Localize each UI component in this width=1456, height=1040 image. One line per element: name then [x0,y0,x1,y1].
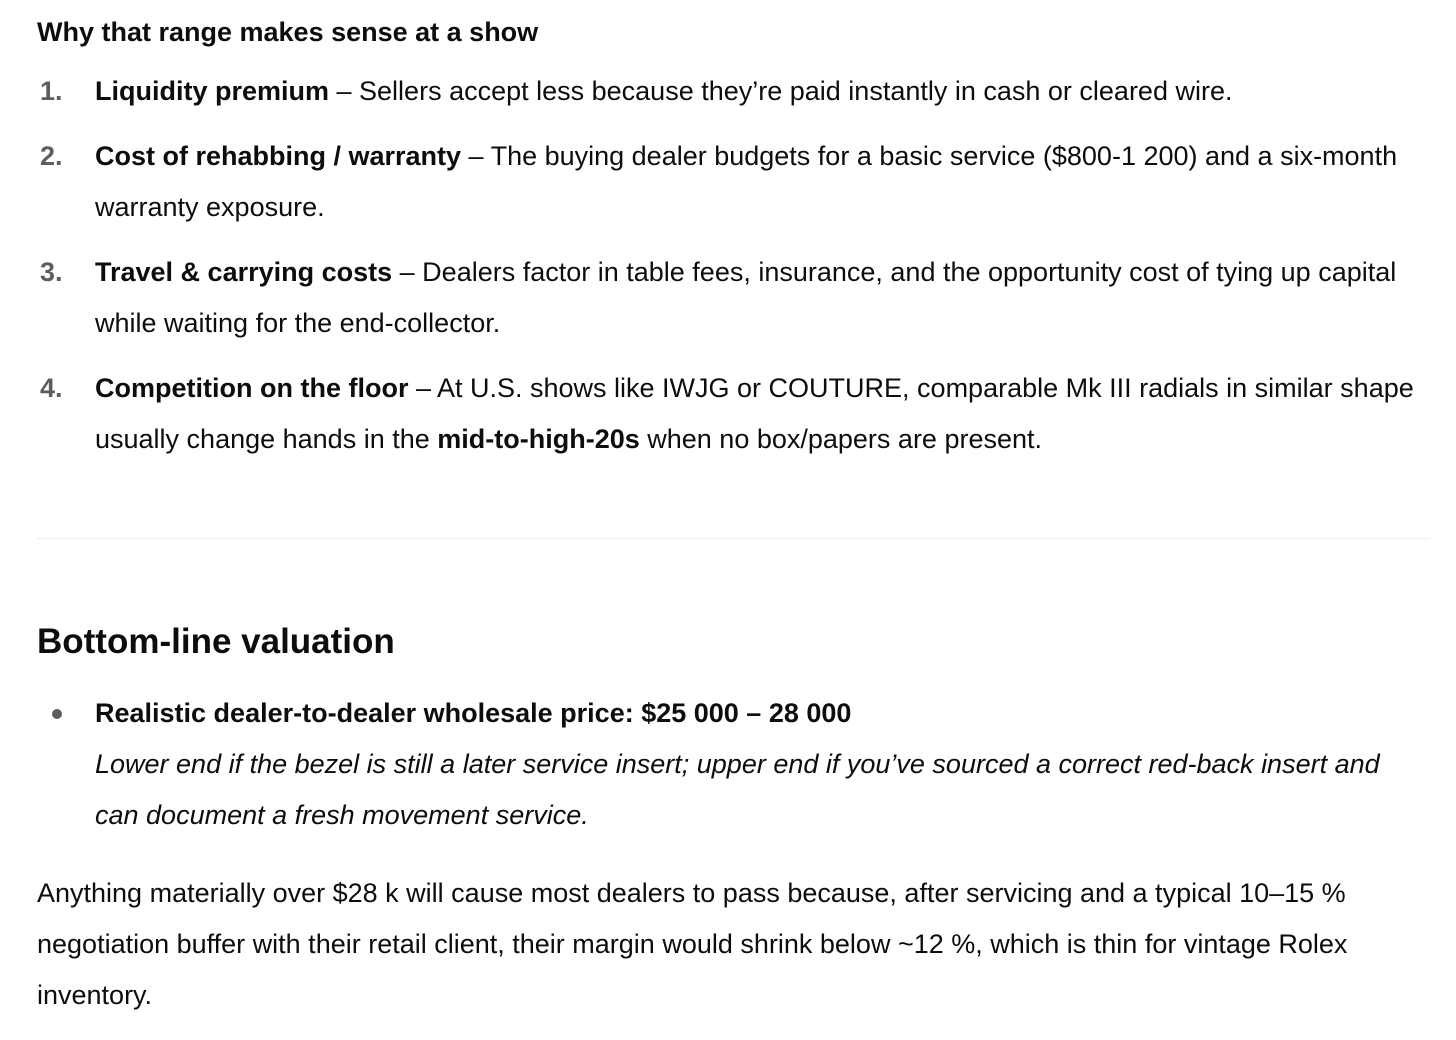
list-number: 3. [40,257,63,287]
wholesale-price-note: Lower end if the bezel is still a later service insert; upper end if you’ve sourced a correct red-back insert and can document a fresh movement service. [95,749,1380,830]
wholesale-price-title: Realistic dealer-to-dealer wholesale price: $25 000 – 28 000 [95,698,852,728]
list-item-competition [0,363,1456,465]
closing-paragraph: Anything materially over $28 k will cause most dealers to pass because, after servicing and a typical 10–15 % negotiation buffer with their retail client, their margin would shrink below ~12 %, which is thin for vintage Rolex inventory. [37,878,1348,1010]
list-item-liquidity-premium [0,66,1456,117]
valuation-list [0,688,1456,841]
list-item-text: – Sellers accept less because they’re paid instantly in cash or cleared wire. [329,76,1233,106]
list-item-text: – The buying dealer budgets for a basic service ($800-1 200) and a six-month warranty exposure. [95,141,1398,222]
list-item-rehab-warranty [0,131,1456,233]
list-item-text: – Dealers factor in table fees, insurance, and the opportunity cost of tying up capital while waiting for the end-collector. [95,257,1397,338]
list-item-title: Competition on the floor [95,373,409,403]
list-item-travel-carrying [0,247,1456,349]
list-item-emphasis: mid-to-high-20s [437,424,640,454]
list-item-title: Cost of rehabbing / warranty [95,141,462,171]
list-item-wholesale-price [0,688,1456,841]
list-item-title: Liquidity premium [95,76,330,106]
list-number: 4. [40,373,63,403]
list-item-text: – At U.S. shows like IWJG or COUTURE, comparable Mk III radials in similar shape usually change hands in the [95,373,1414,454]
section-divider [37,538,1430,539]
bullet-icon [52,709,62,719]
list-number: 1. [40,76,63,106]
list-item-title: Travel & carrying costs [95,257,393,287]
list-item-text-end: when no box/papers are present. [639,424,1043,454]
valuation-heading: Bottom-line valuation [37,622,395,661]
section-heading: Why that range makes sense at a show [37,17,539,47]
list-number: 2. [40,141,63,171]
reasons-list [0,66,1456,479]
